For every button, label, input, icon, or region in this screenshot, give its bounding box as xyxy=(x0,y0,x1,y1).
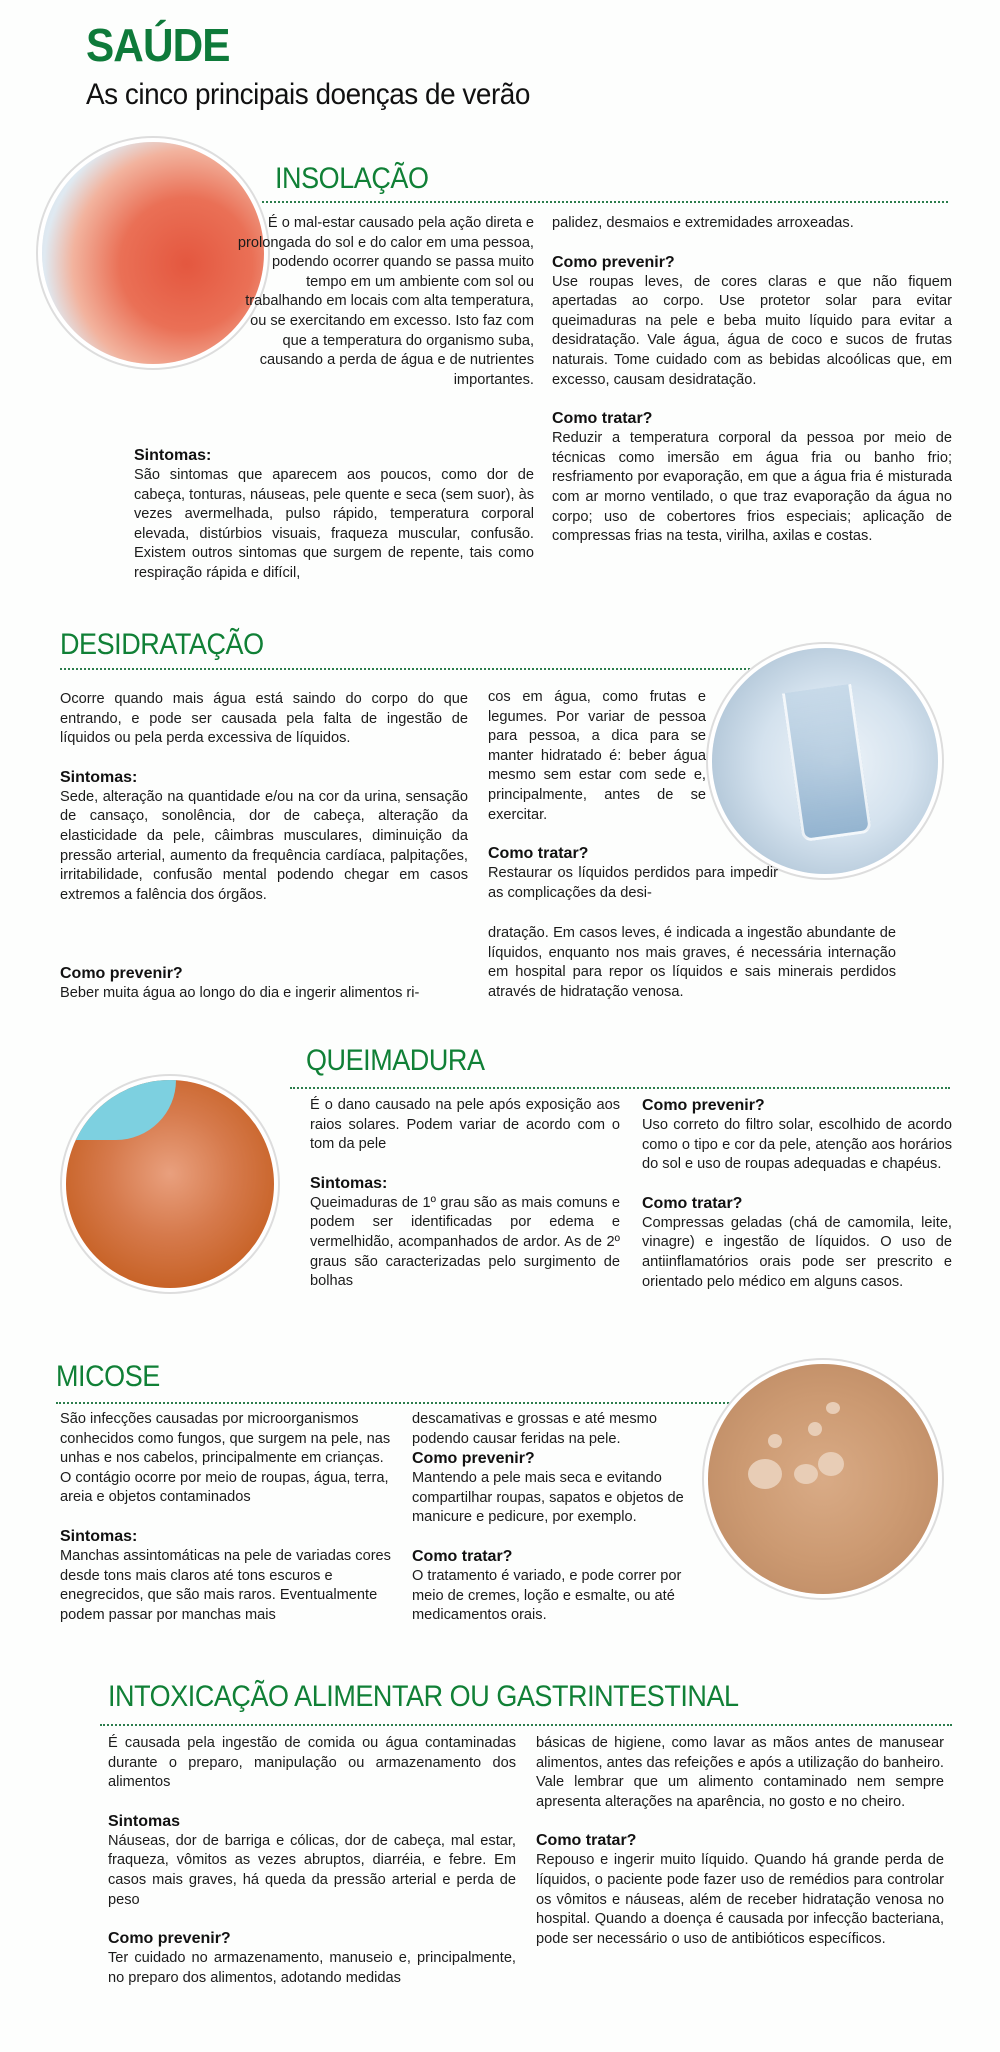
prevenir-heading: Como prevenir? xyxy=(642,1097,765,1114)
sintomas-continued: palidez, desmaios e extremidades arroxeadas. xyxy=(552,215,854,231)
section-brand-title: SAÚDE xyxy=(86,19,230,71)
peeling-sunburn-image xyxy=(66,1080,274,1288)
prevenir-text: Ter cuidado no armazenamento, manuseio e, principalmente, no preparo dos alimentos, adotando medidas xyxy=(108,1950,516,1986)
section-title-desidratacao: DESIDRATAÇÃO xyxy=(60,628,264,661)
intro-text: É causada pela ingestão de comida ou água contaminadas durante o preparo, manipulação ou armazenamento dos alimentos xyxy=(108,1735,516,1791)
intro-text-insolacao xyxy=(236,214,534,388)
sintomas-text: Náuseas, dor de barriga e cólicas, dor de cabeça, mal estar, fraqueza, vômitos as vezes abruptos, diarréia, e febre. Em casos mais graves, há queda da pressão arterial e perda de peso xyxy=(108,1832,516,1908)
right-column-micose xyxy=(412,1410,712,1626)
section-divider xyxy=(100,1724,952,1726)
tratar-text: Compressas geladas (chá de camomila, leite, vinagre) e ingestão de líquidos. O uso de antiinflamatórios orais pode ser prescrito e orientado pelo médico em alguns casos. xyxy=(642,1214,952,1290)
section-divider xyxy=(290,1087,950,1089)
left-column-desidratacao xyxy=(60,690,468,905)
prevenir-heading: Como prevenir? xyxy=(552,253,675,271)
skin-spot xyxy=(794,1464,818,1484)
prevenir-heading: Como prevenir? xyxy=(412,1450,535,1468)
prevenir-text: Mantendo a pele mais seca e evitando compartilhar roupas, sapatos e objetos de manicure e pedicure, por exemplo. xyxy=(412,1470,684,1526)
skin-with-spots-image xyxy=(708,1364,938,1594)
left-column-micose xyxy=(60,1410,394,1625)
sintomas-heading: Sintomas: xyxy=(310,1174,388,1192)
prevenir-text: Uso correto do filtro solar, escolhido de acordo como o tipo e cor da pele, atenção aos horários do sol e uso de roupas adequadas e chapéus. xyxy=(642,1117,952,1173)
right-column-queimadura xyxy=(642,1096,952,1292)
tratar-heading: Como tratar? xyxy=(642,1194,743,1212)
skin-spot xyxy=(748,1459,782,1489)
glass-of-water-image xyxy=(712,648,938,874)
tratar-text: O tratamento é variado, e pode correr por meio de cremes, loção e esmalte, ou até medicamentos orais. xyxy=(412,1567,682,1624)
sintomas-continued: descamativas e grossas e até mesmo podendo causar feridas na pele. xyxy=(412,1411,657,1447)
prevenir-continued-desidratacao xyxy=(488,688,778,903)
sunburned-shoulder-image xyxy=(42,142,264,364)
section-title-intoxicacao: INTOXICAÇÃO ALIMENTAR OU GASTRINTESTINAL xyxy=(108,1680,739,1713)
section-divider xyxy=(60,668,750,670)
section-title-queimadura: QUEIMADURA xyxy=(306,1044,485,1077)
tratar-continued-desidratacao xyxy=(488,924,896,1002)
page-subtitle: As cinco principais doenças de verão xyxy=(86,78,530,111)
intro-text: É o dano causado na pele após exposição aos raios solares. Podem variar de acordo com o tom da pele xyxy=(310,1097,620,1153)
tratar-text-a: Restaurar os líquidos perdidos para impedir as complicações da desi- xyxy=(488,865,778,901)
sintomas-heading: Sintomas xyxy=(108,1812,181,1830)
glass-shape xyxy=(782,684,872,842)
right-column-intoxicacao xyxy=(536,1734,944,1949)
skin-spot xyxy=(808,1422,822,1436)
tratar-heading: Como tratar? xyxy=(552,410,653,428)
section-title-micose: MICOSE xyxy=(56,1360,160,1393)
tratar-heading: Como tratar? xyxy=(536,1832,637,1850)
skin-spot xyxy=(826,1402,840,1414)
prevenir-heading: Como prevenir? xyxy=(60,965,183,982)
sintomas-block-insolacao xyxy=(134,446,534,584)
sintomas-text: Sede, alteração na quantidade e/ou na cor da urina, sensação de cansaço, sonolência, dor de cabeça, alteração da elasticidade da pele, câimbras musculares, diminuição da pressão arterial, aumento da frequência cardíaca, palpitações, irritabilidade, confusão mental podendo chegar em casos extremos a falência dos órgãos. xyxy=(60,788,468,903)
tratar-text: Repouso e ingerir muito líquido. Quando há grande perda de líquidos, o paciente pode fazer uso de remédios para controlar os vômitos e náuseas, além de receber hidratação venosa no hospital. Quando a doença é causada por infecção bacteriana, pode ser necessário o uso de antibióticos específicos. xyxy=(536,1852,944,1947)
tratar-text-b: dratação. Em casos leves, é indicada a ingestão abundante de líquidos, enquanto nos mais graves, é necessária internação em hospital para repor os líquidos e sais minerais perdidos através de hidratação venosa. xyxy=(488,925,896,1000)
intro-paragraph: É o mal-estar causado pela ação direta e prolongada do sol e do calor em uma pessoa, podendo ocorrer quando se passa muito tempo em um ambiente com sol ou trabalhando em locais com alta temperatura, ou se exercitando em excesso. Isto faz com que a temperatura do organismo suba, causando a perda de água e de nutrientes importantes. xyxy=(237,215,534,388)
prevenir-continued-text: cos em água, como frutas e legumes. Por variar de pessoa para pessoa, a dica para se manter hidratado é: beber água mesmo sem estar com sede e, principalmente, antes de se exercitar. xyxy=(488,689,706,823)
prevenir-text: Use roupas leves, de cores claras e que não fiquem apertadas ao corpo. Use protetor solar para evitar queimaduras na pele e beba muito líquido para evitar a desidratação. Vale água, água de coco e sucos de frutas naturais. Tome cuidado com as bebidas alcoólicas que, em excesso, causam desidratação. xyxy=(552,273,952,388)
prevenir-text: Beber muita água ao longo do dia e ingerir alimentos ri- xyxy=(60,985,420,1001)
intro-text: Ocorre quando mais água está saindo do corpo do que entrando, e pode ser causada pela falta de ingestão de líquidos ou pela perda excessiva de líquidos. xyxy=(60,691,468,747)
tratar-heading: Como tratar? xyxy=(412,1547,513,1565)
water-background xyxy=(66,1080,176,1140)
sintomas-text: Queimaduras de 1º grau são as mais comuns e podem ser identificadas por edema e vermelhidão, acompanhados de ardor. As de 2º graus são caracterizadas pelo surgimento de bolhas xyxy=(310,1194,620,1290)
sintomas-text: São sintomas que aparecem aos poucos, como dor de cabeça, tonturas, náuseas, pele quente e seca (sem suor), às vezes avermelhada, pulso rápido, temperatura corporal elevada, distúrbios visuais, fraqueza muscular, confusão. Existem outros sintomas que surgem de repente, tais como respiração rápida e difícil, xyxy=(134,467,534,581)
sintomas-text: Manchas assintomáticas na pele de variadas cores desde tons mais claros até tons escuros e enegrecidos, que são mais raros. Eventualmente podem passar por manchas mais xyxy=(60,1547,391,1623)
prevenir-heading: Como prevenir? xyxy=(108,1930,231,1948)
skin-spot xyxy=(818,1452,844,1476)
left-column-intoxicacao xyxy=(108,1734,516,1988)
section-title-insolacao: INSOLAÇÃO xyxy=(275,162,429,195)
section-divider xyxy=(56,1402,736,1404)
sintomas-heading: Sintomas: xyxy=(60,768,138,786)
prevenir-block-desidratacao xyxy=(60,964,468,1004)
left-column-queimadura xyxy=(310,1096,620,1292)
intro-text: São infecções causadas por microorganismos conhecidos como fungos, que surgem na pele, nas unhas e nos cabelos, principalmente em crianças. O contágio ocorre por meio de roupas, água, terra, areia e objetos contaminados xyxy=(60,1411,391,1506)
right-column-insolacao xyxy=(552,214,952,547)
sintomas-heading: Sintomas: xyxy=(60,1527,138,1545)
tratar-heading: Como tratar? xyxy=(488,845,589,863)
prevenir-continued: básicas de higiene, como lavar as mãos antes de manusear alimentos, antes das refeições e após a utilização do banheiro. Vale lembrar que um alimento contaminado nem sempre apresenta alterações na aparência, no gosto e no cheiro. xyxy=(536,1735,944,1810)
sintomas-heading: Sintomas: xyxy=(134,447,212,464)
section-divider xyxy=(262,201,948,203)
tratar-text: Reduzir a temperatura corporal da pessoa por meio de técnicas como imersão em água fria ou banho frio; resfriamento por evaporação, em que a água fria é misturada com ar morno ventilado, o que traz evaporação da água no corpo; uso de cobertores frios especiais; aplicação de compressas frias na testa, virilha, axilas e costas. xyxy=(552,430,952,545)
skin-spot xyxy=(768,1434,782,1448)
